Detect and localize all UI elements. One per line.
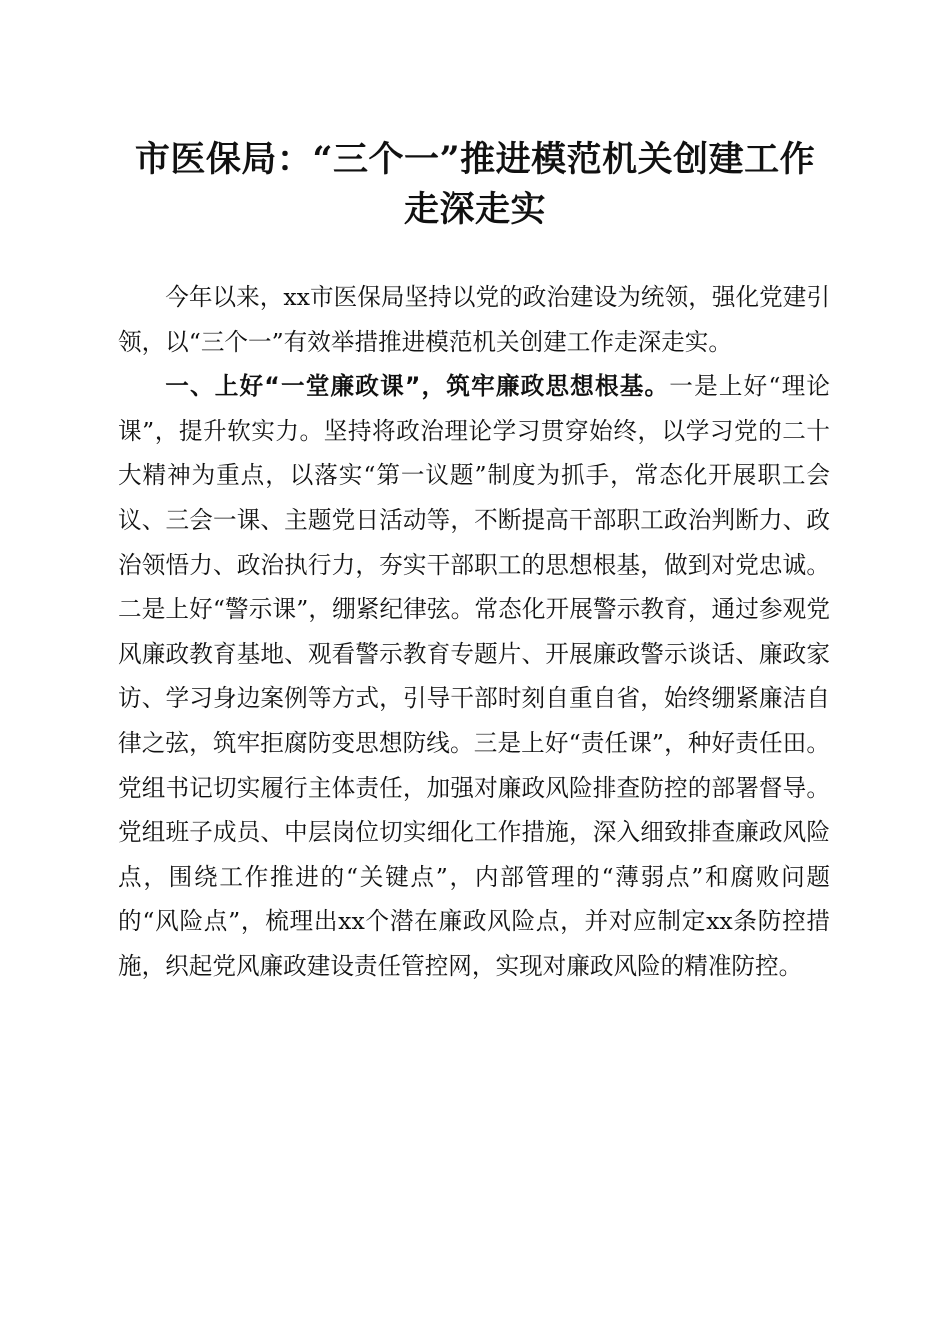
section-1-body: 一是上好“理论课”，提升软实力。坚持将政治理论学习贯穿始终，以学习党的二十大精神为重点，以落实“第一议题”制度为抓手，常态化开展职工会议、三会一课、主题党日活动等，不断提高干部职工政治判断力、政治领悟力、政治执行力，夯实干部职工的思想根基，做到对党忠诚。二是上好“警示课”，绷紧纪律弦。常态化开展警示教育，通过参观党风廉政教育基地、观看警示教育专题片、开展廉政警示谈话、廉政家访、学习身边案例等方式，引导干部时刻自重自省，始终绷紧廉洁自律之弦，筑牢拒腐防变思想防线。三是上好“责任课”，种好责任田。党组书记切实履行主体责任，加强对廉政风险排查防控的部署督导。党组班子成员、中层岗位切实细化工作措施，深入细致排查廉政风险点，围绕工作推进的“关键点”，内部管理的“薄弱点”和腐败问题的“风险点”，梳理出xx个潜在廉政风险点，并对应制定xx条防控措施，织起党风廉政建设责任管控网，实现对廉政风险的精准防控。 [118, 372, 831, 980]
document-title-line-1: 市医保局：“三个一”推进模范机关创建工作 [134, 139, 816, 180]
document-title [118, 135, 832, 235]
document-body [118, 275, 830, 989]
intro-paragraph: 今年以来，xx市医保局坚持以党的政治建设为统领，强化党建引领，以“三个一”有效举措推进模范机关创建工作走深走实。 [118, 283, 830, 356]
section-1-paragraph [118, 364, 830, 988]
document-title-line-2: 走深走实 [403, 189, 546, 230]
section-1-heading: 一、上好“一堂廉政课”，筑牢廉政思想根基。 [165, 372, 670, 401]
